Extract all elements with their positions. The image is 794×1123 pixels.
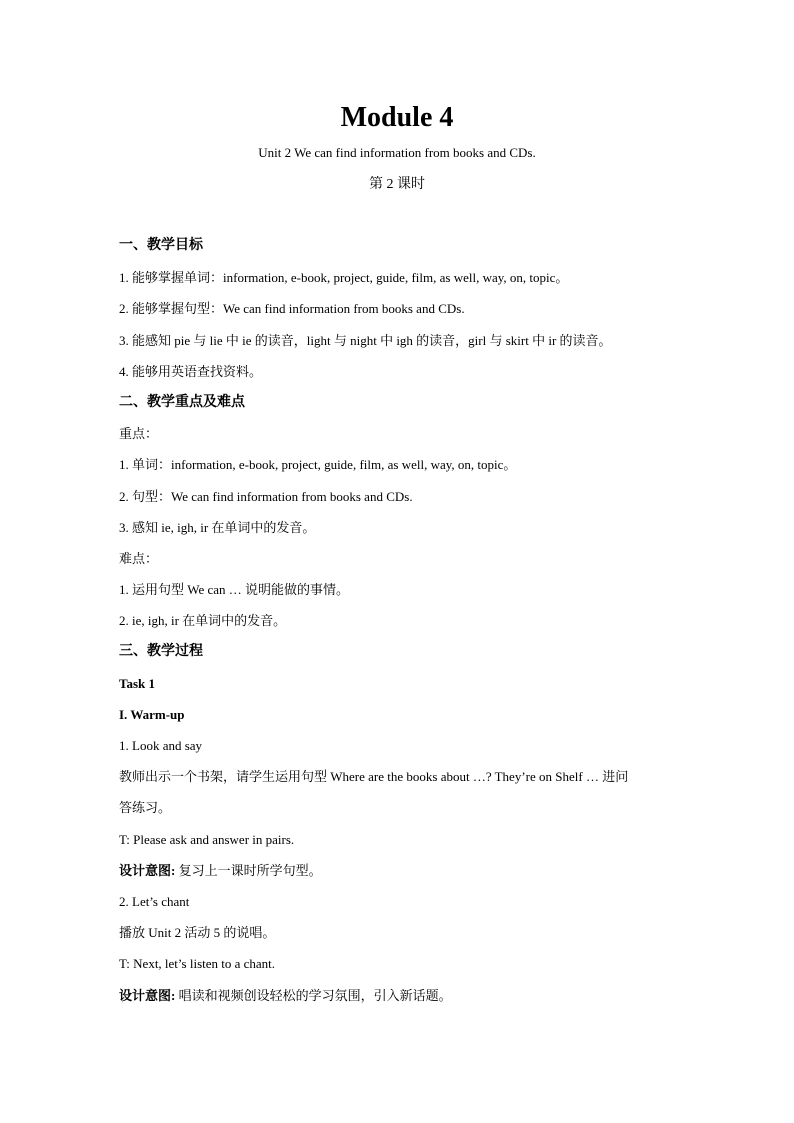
objective-item: 1. 能够掌握单词：information, e-book, project, guide, film, as well, way, on, topic。 — [119, 270, 569, 285]
key-item: 3. 感知 ie, igh, ir 在单词中的发音。 — [119, 520, 316, 535]
warmup-label: I. Warm-up — [119, 707, 185, 722]
key-item: 1. 单词：information, e-book, project, guide, film, as well, way, on, topic。 — [119, 457, 517, 472]
task-label: Task 1 — [119, 676, 156, 691]
step2-instruction: 播放 Unit 2 活动 5 的说唱。 — [119, 925, 276, 940]
step1-instruction: 教师出示一个书架，请学生运用句型 Where are the books about …? They’re on Shelf … 进问 — [119, 769, 629, 784]
step1-title: 1. Look and say — [119, 738, 203, 753]
key-points-heading: 二、教学重点及难点 — [119, 395, 245, 410]
step2-title: 2. Let’s chant — [119, 894, 190, 909]
difficult-label: 难点： — [119, 551, 159, 566]
step2-dialogue: T: Next, let’s listen to a chant. — [119, 956, 276, 971]
step2-intent — [119, 987, 689, 1005]
unit-subtitle: Unit 2 We can find information from books and CDs. — [258, 145, 536, 160]
process-heading: 三、教学过程 — [119, 644, 203, 659]
step1-instruction-cont: 答练习。 — [119, 800, 172, 815]
step1-intent — [119, 862, 689, 880]
key-label: 重点： — [119, 426, 159, 441]
intent-text: 唱读和视频创设轻松的学习氛围，引入新话题。 — [175, 988, 452, 1003]
objective-item: 3. 能感知 pie 与 lie 中 ie 的读音，light 与 night 中 igh 的读音，girl 与 skirt 中 ir 的读音。 — [119, 333, 612, 348]
lesson-number: 第 2 课时 — [369, 177, 425, 192]
difficult-item: 1. 运用句型 We can … 说明能做的事情。 — [119, 582, 350, 597]
intent-text: 复习上一课时所学句型。 — [175, 863, 322, 878]
objective-item: 2. 能够掌握句型：We can find information from books and CDs. — [119, 301, 465, 316]
intent-label: 设计意图: — [119, 988, 176, 1003]
step1-dialogue: T: Please ask and answer in pairs. — [119, 832, 295, 847]
module-title: Module 4 — [340, 102, 454, 133]
intent-label: 设计意图: — [119, 863, 176, 878]
key-item: 2. 句型：We can find information from books and CDs. — [119, 489, 413, 504]
difficult-item: 2. ie, igh, ir 在单词中的发音。 — [119, 613, 287, 628]
objectives-heading: 一、教学目标 — [119, 238, 203, 253]
objective-item: 4. 能够用英语查找资料。 — [119, 364, 263, 379]
